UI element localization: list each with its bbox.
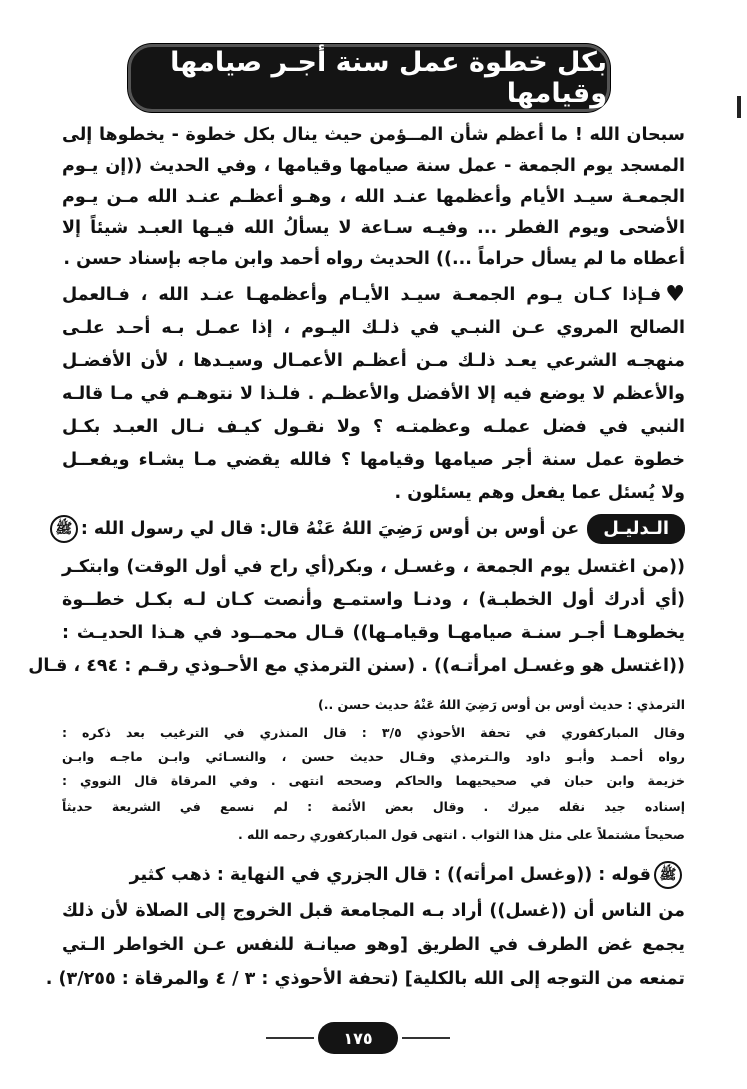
paragraph-line: الجمعـة سيـد الأيام وأعظمها عنـد الله ، وهـو أعظـم عنـد الله مـن يـوم: [62, 187, 685, 207]
paragraph-line: من الناس أن ((غسل)) أراد بـه المجامعة قبل الخروج إلى الصلاة لأن ذلك: [62, 901, 685, 921]
paragraph-line: ((من اغتسل يوم الجمعة ، وغسـل ، وبكر(أي راح في أول الوقت) وابتكـر: [62, 557, 685, 577]
footnote-line: وقال المباركفوري في تحفة الأحوذي ٣/٥ : قال المنذري في الترغيب بعد ذكره :: [62, 725, 685, 740]
paragraph-line: الأضحى ويوم الفطر ... وفيـه سـاعة لا يسألُ الله فيـها العبـد شيئاً إلا: [62, 218, 685, 238]
paragraph-line: النبي في فضل عملـه وعظمتـه ؟ ولا نقـول كيـف نـال العبـد بكـل: [62, 417, 685, 437]
footnote-line: صحيحاً مشتملاً على مثل هذا الثواب . انتهى قول المباركفوري رحمه الله .: [237, 827, 685, 842]
page-edge-mark: [737, 96, 741, 118]
footnote-line: الترمذي : حديث أوس بن أوس رَضِيَ اللهُ عَنْهُ حديث حسن ..): [318, 697, 685, 712]
paragraph-line: خطوة عمل سنة أجر صيامها وقيامها ؟ فالله يقضي مـا يشـاء ويفعــل: [62, 450, 685, 470]
page-number: ١٧٥: [318, 1022, 398, 1054]
paragraph-line: ولا يُسئل عما يفعل وهم يسئلون .: [394, 483, 685, 503]
prophet-seal-icon: [654, 861, 682, 889]
prophet-seal-icon: [50, 515, 78, 543]
evidence-line: [62, 514, 685, 544]
paragraph-line-with-marker: [62, 280, 685, 310]
line-text: فـإذا كـان يـوم الجمعـة سيـد الأيـام وأعظمهـا عنـد الله ، فـالعمل: [62, 285, 662, 305]
paragraph-line: المسجد يوم الجمعة - عمل سنة صيامها وقيامها ، وفي الحديث ((إن يـوم: [62, 156, 685, 176]
paragraph-line: منهجـه الشرعي يعـد ذلـك مـن أعظـم الأعمـال وسيـدها ، لأن الأفضـل: [62, 351, 685, 371]
footnote-line: خزيمة وابن حبان في صحيحيهما والحاكم وصححه انتهى . وفي المرقاة قال النووي :: [62, 773, 685, 788]
paragraph-line-with-seal: [62, 860, 685, 890]
chapter-title-box: [128, 44, 610, 112]
evidence-label: الـدليـل: [587, 514, 685, 544]
line-text: عن أوس بن أوس رَضِيَ اللهُ عَنْهُ قال: قال لي رسول الله :: [80, 519, 580, 539]
line-text: قوله : ((وغسل امرأته)) : قال الجزري في النهاية : ذهب كثير: [129, 865, 651, 885]
paragraph-line: والأعظم لا يوضع فيه إلا الأفضل والأعظـم . فلـذا لا نتوهـم في مـا قالـه: [62, 384, 685, 404]
chapter-title: بكل خطوة عمل سنة أجـر صيامها وقيامها: [170, 47, 607, 109]
paragraph-line: الصالح المروي عـن النبـي في ذلـك اليـوم ، إذا عمـل بـه أحـد علـى: [62, 318, 685, 338]
paragraph-line: أعطاه ما لم يسأل حراماً ...)) الحديث رواه أحمد وابن ماجه بإسناد حسن .: [63, 249, 685, 269]
footnote-line: إسناده جيد نقله ميرك . وقال بعض الأئمة : لم نسمع في الشريعة حديثاً: [62, 799, 685, 814]
paragraph-line: سبحان الله ! ما أعظم شأن المــؤمن حيث ينال بكل خطوة - يخطوها إلى: [62, 125, 685, 145]
paragraph-line: يجمع غض الطرف في الطريق [وهو صيانـة للنفس عـن الخواطر الـتي: [62, 935, 685, 955]
paragraph-line: (أي أدرك أول الخطبـة) ، ودنـا واستمـع وأنصت كـان لـه بكـل خطــوة: [62, 590, 685, 610]
footnote-line: رواه أحمـد وأبـو داود والـترمذي وقـال حديث حسن ، والنسـائي وابـن ماجـه وابـن: [62, 749, 685, 764]
heart-icon: ♥: [665, 282, 685, 307]
paragraph-line: تمنعه من التوجه إلى الله بالكلية] (تحفة الأحوذي : ٣ / ٤ والمرقاة : ٣/٢٥٥) .: [45, 969, 685, 989]
paragraph-line: ((اغتسل هو وغسـل امرأتـه)) . (سنن الترمذي مع الأحـوذي رقـم : ٤٩٤ ، قـال: [28, 656, 685, 676]
paragraph-line: يخطوهـا أجـر سنـة صيامهـا وقيامـها)) قـال محمــود في هـذا الحديـث :: [62, 623, 685, 643]
